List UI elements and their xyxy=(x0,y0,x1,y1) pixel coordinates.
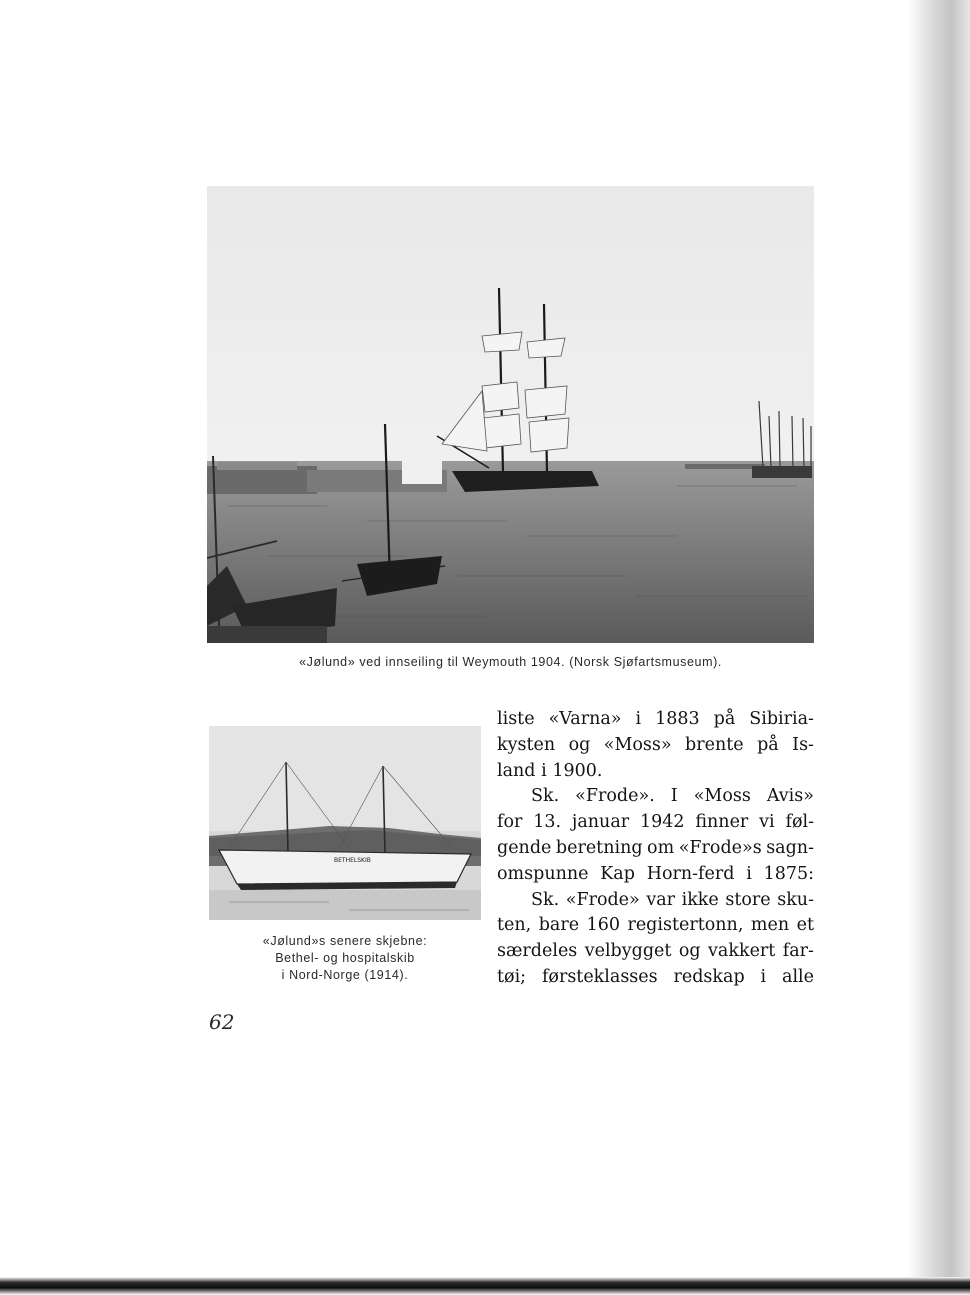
caption-small-line-3: i Nord-Norge (1914). xyxy=(281,968,409,982)
body-line xyxy=(497,965,814,991)
body-word: januar xyxy=(571,812,630,833)
body-word: brente xyxy=(685,734,744,755)
body-word: «Frode». xyxy=(575,786,655,807)
body-word: «Frode» xyxy=(565,889,640,910)
body-word: alle xyxy=(782,966,814,987)
body-word: 1900. xyxy=(552,760,603,781)
body-word: gende xyxy=(497,837,552,858)
body-word: i xyxy=(746,863,752,884)
body-word: «Moss xyxy=(693,786,751,807)
photo-small-bethel-ship xyxy=(209,726,481,920)
body-word: og xyxy=(568,734,591,755)
body-line xyxy=(497,733,814,759)
hospital-ship-illustration xyxy=(209,726,481,920)
body-word: bare xyxy=(538,915,580,936)
body-word: om xyxy=(647,837,675,858)
body-word: vakkert xyxy=(708,941,776,962)
body-word: Is- xyxy=(792,734,814,755)
body-word: særdeles xyxy=(497,941,578,962)
body-word: vi xyxy=(759,812,775,833)
body-word: Horn-ferd xyxy=(646,863,735,884)
body-word: i xyxy=(635,709,642,729)
ship-harbor-illustration xyxy=(207,186,814,643)
body-word: far- xyxy=(782,941,814,962)
body-word: land xyxy=(497,760,536,781)
body-word: redskap xyxy=(673,966,745,987)
body-word: kysten xyxy=(497,734,556,755)
body-word: Avis» xyxy=(766,786,814,807)
body-word: 13. xyxy=(533,812,562,833)
body-word: tøi; xyxy=(497,966,527,987)
body-word: og xyxy=(678,941,701,962)
body-word: i xyxy=(760,966,767,987)
body-word: men xyxy=(750,915,790,936)
body-word: var xyxy=(646,889,676,910)
caption-main: «Jølund» ved innseiling til Weymouth 1904. (Norsk Sjøfartsmuseum). xyxy=(299,655,722,669)
body-word: liste xyxy=(497,709,535,729)
body-word: 160 xyxy=(586,915,620,936)
body-word: velbygget xyxy=(584,941,672,962)
body-word: Kap xyxy=(600,863,635,884)
page-number: 62 xyxy=(209,1010,235,1034)
body-word: registertonn, xyxy=(627,915,744,936)
body-line xyxy=(497,784,814,810)
body-word: for xyxy=(497,812,523,833)
body-line xyxy=(497,862,814,888)
body-word: et xyxy=(796,915,814,936)
body-word: omspunne xyxy=(497,863,589,884)
body-word: «Varna» xyxy=(548,709,622,729)
body-word: på xyxy=(757,734,779,755)
body-word: 1883 xyxy=(655,709,700,729)
body-line xyxy=(497,939,814,965)
scan-border xyxy=(0,1277,970,1295)
body-word: ten, xyxy=(497,915,532,936)
body-word: beretning xyxy=(555,837,643,858)
hull-lettering: BETHELSKIB xyxy=(334,857,371,864)
photo-main-ship-weymouth xyxy=(207,186,814,643)
body-word: i xyxy=(541,760,547,781)
body-word: 1942 xyxy=(639,812,685,833)
body-word: på xyxy=(713,709,736,729)
body-word: Sibiria- xyxy=(749,709,814,729)
body-line xyxy=(497,810,814,836)
body-word: I xyxy=(670,786,678,807)
body-line xyxy=(497,759,814,785)
body-word: førsteklasses xyxy=(541,966,658,987)
body-word: «Moss» xyxy=(603,734,672,755)
body-word: Sk. xyxy=(531,786,560,807)
body-word: Sk. xyxy=(531,889,560,910)
body-word: «Frode»s xyxy=(678,837,762,858)
body-word: 1875: xyxy=(763,863,814,884)
body-word: finner xyxy=(695,812,749,833)
caption-small-line-2: Bethel- og hospitalskib xyxy=(275,951,415,965)
caption-small-line-1: «Jølund»s senere skjebne: xyxy=(262,934,428,948)
body-word: ikke xyxy=(681,889,719,910)
body-text xyxy=(497,707,814,991)
caption-small xyxy=(209,933,481,984)
body-line xyxy=(497,888,814,914)
body-line xyxy=(497,707,814,733)
body-line xyxy=(497,836,814,862)
body-word: føl- xyxy=(785,812,814,833)
body-word: sku- xyxy=(777,889,814,910)
body-word: store xyxy=(725,889,771,910)
body-word: sagn- xyxy=(766,837,814,858)
body-line xyxy=(497,913,814,939)
page-edge-shadow xyxy=(908,0,970,1295)
